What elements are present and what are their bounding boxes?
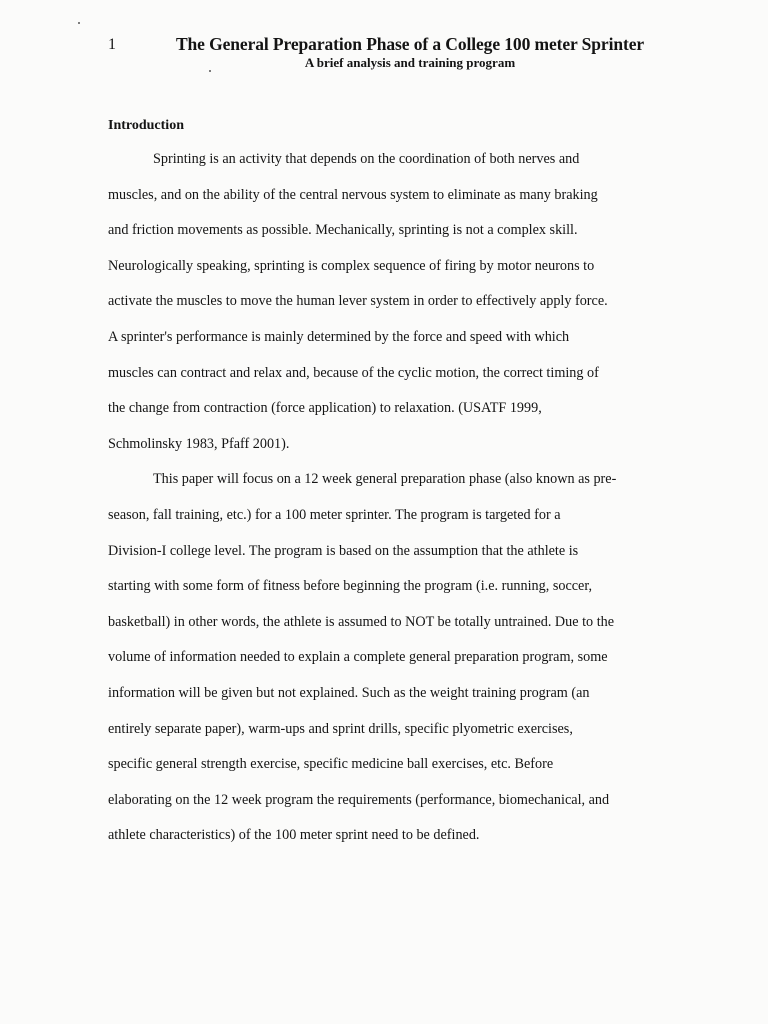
paragraph-line: entirely separate paper), warm-ups and sprint drills, specific plyometric exercises, [108, 720, 573, 737]
paragraph-line: information will be given but not explained. Such as the weight training program (an [108, 684, 590, 701]
paragraph-line: season, fall training, etc.) for a 100 meter sprinter. The program is targeted for a [108, 506, 561, 523]
paragraph-line: basketball) in other words, the athlete is assumed to NOT be totally untrained. Due to the [108, 613, 615, 630]
document-title: The General Preparation Phase of a College 100 meter Sprinter [175, 34, 645, 54]
paragraph-line: A sprinter's performance is mainly determined by the force and speed with which [108, 328, 570, 345]
paragraph-line: Schmolinsky 1983, Pfaff 2001). [108, 435, 290, 452]
body-text [108, 148, 648, 860]
paragraph-line: the change from contraction (force application) to relaxation. (USATF 1999, [108, 400, 542, 417]
paragraph-line: activate the muscles to move the human lever system in order to effectively apply force. [108, 293, 608, 310]
paragraph-line: Neurologically speaking, sprinting is complex sequence of firing by motor neurons to [108, 257, 595, 274]
paragraph-line: and friction movements as possible. Mechanically, sprinting is not a complex skill. [108, 222, 578, 239]
paragraph-line: elaborating on the 12 week program the requirements (performance, biomechanical, and [108, 791, 610, 808]
scan-speck [78, 22, 80, 24]
paragraph-line: This paper will focus on a 12 week general preparation phase (also known as pre- [153, 471, 617, 488]
paragraph-line: volume of information needed to explain a complete general preparation program, some [108, 649, 608, 666]
paragraph-line: starting with some form of fitness before beginning the program (i.e. running, soccer, [108, 578, 593, 595]
paragraph-line: Sprinting is an activity that depends on the coordination of both nerves and [153, 151, 580, 167]
paragraph-line: athlete characteristics) of the 100 meter sprint need to be defined. [108, 827, 480, 844]
document-subtitle: A brief analysis and training program [304, 55, 516, 70]
paragraph-line: specific general strength exercise, specific medicine ball exercises, etc. Before [108, 756, 554, 773]
paragraph-line: muscles can contract and relax and, because of the cyclic motion, the correct timing of [108, 364, 599, 381]
paragraph-line: muscles, and on the ability of the central nervous system to eliminate as many braking [108, 186, 598, 203]
page-number: 1 [108, 36, 116, 53]
section-heading: Introduction [108, 118, 184, 133]
paragraph-line: Division-I college level. The program is based on the assumption that the athlete is [108, 542, 579, 559]
